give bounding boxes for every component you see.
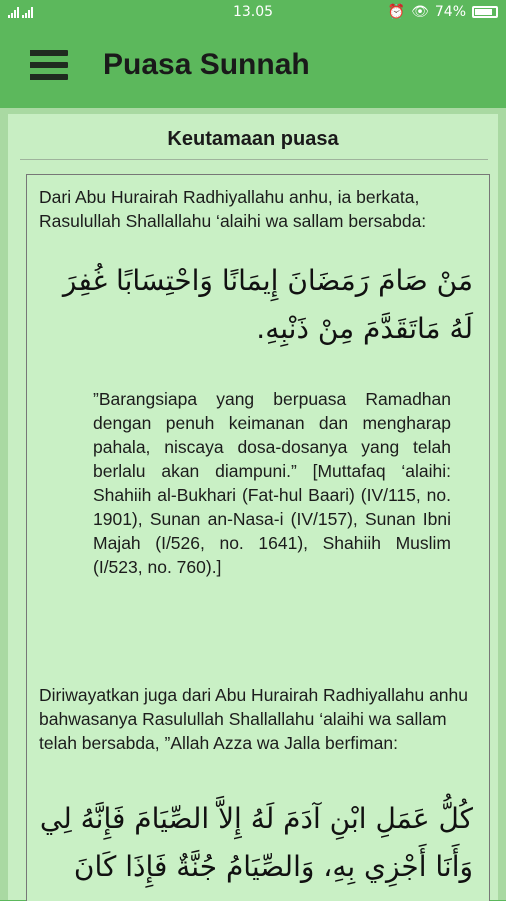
- battery-icon: [472, 6, 498, 18]
- status-bar: [0, 0, 506, 26]
- status-right: [388, 4, 498, 20]
- translation-paragraph: ”Barangsiapa yang berpuasa Ramadhan dengan penuh keimanan dan mengharap pahala, niscaya dosa-dosanya yang telah berlalu akan diampuni.” [Muttafaq ‘alaihi: Shahiih al-Bukhari (Fat-hul Baari) (IV/115, no. 1901), Sunan an-Nasa-i (IV/157), Sunan Ibni Majah (I/526, no. 1641), Shahiih Muslim (I/523, no. 760).]: [93, 389, 451, 577]
- page-body: [0, 108, 506, 900]
- title-divider: [20, 159, 488, 160]
- arabic-hadith-1: مَنْ صَامَ رَمَضَانَ إِيمَانًا وَاحْتِسَابًا غُفِرَ لَهُ مَاتَقَدَّمَ مِنْ ذَنْبِهِ.: [62, 264, 473, 345]
- app-bar: [0, 26, 506, 108]
- eye-icon: 👁: [411, 4, 429, 20]
- app-title: Puasa Sunnah: [103, 48, 310, 81]
- intro-paragraph-2: Diriwayatkan juga dari Abu Hurairah Radhiyallahu anhu bahwasanya Rasulullah Shallallahu ‘alaihi wa sallam telah bersabda, ”Allah Azza wa Jalla berfiman:: [39, 685, 469, 753]
- battery-level: 74%: [434, 4, 466, 20]
- status-time: 13.05: [232, 4, 274, 20]
- content-card: [8, 114, 498, 900]
- intro-paragraph: Dari Abu Hurairah Radhiyallahu anhu, ia berkata, Rasulullah Shallallahu ‘alaihi wa sallam bersabda:: [39, 187, 427, 231]
- article-content[interactable]: [26, 174, 490, 901]
- menu-icon[interactable]: [24, 48, 72, 86]
- section-title: Keutamaan puasa: [167, 128, 339, 150]
- arabic-hadith-2: كُلُّ عَمَلِ ابْنِ آدَمَ لَهُ إِلاَّ الصِّيَامَ فَإِنَّهُ لِي وَأَنَا أَجْزِي بِهِ، وَالصِّيَامُ جُنَّةٌ فَإِذَا كَانَ: [39, 802, 473, 883]
- alarm-icon: ⏰: [387, 4, 406, 20]
